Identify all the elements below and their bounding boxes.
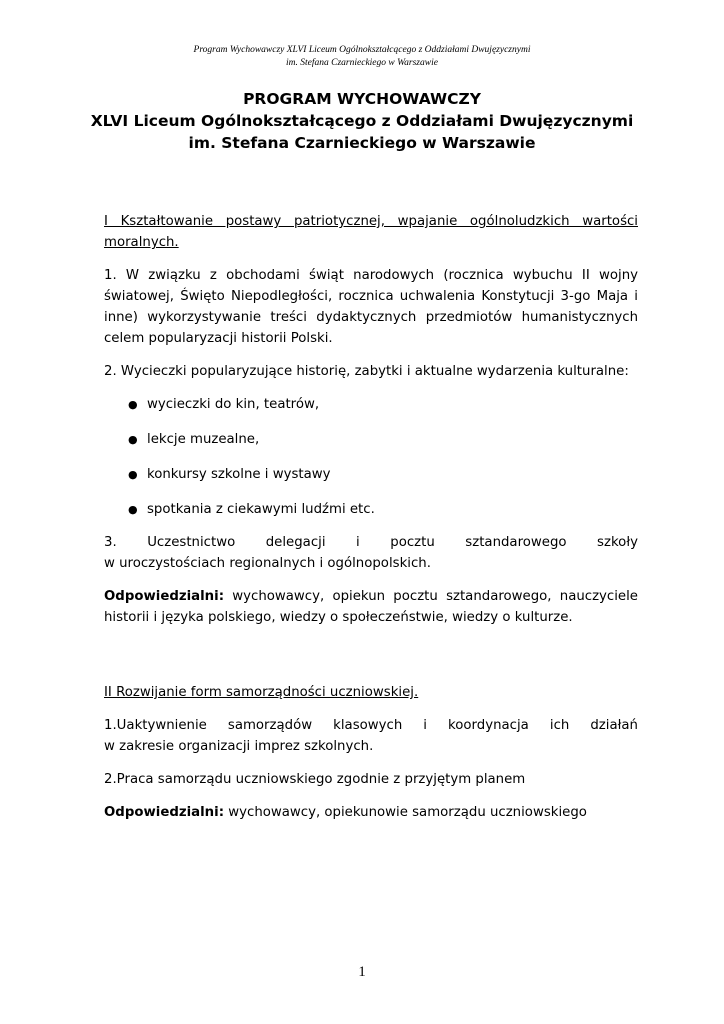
section2-item2: 2.Praca samorządu uczniowskiego zgodnie z przyjętym planem [104, 772, 526, 787]
responsible-label: Odpowiedzialni: [104, 589, 225, 604]
section2-heading [104, 682, 638, 703]
list-item-text: wycieczki do kin, teatrów, [147, 397, 320, 412]
section2-responsible [104, 802, 638, 823]
section1-item3-line1 [104, 532, 638, 553]
word: Uczestnictwo [147, 535, 236, 550]
word: i [423, 718, 427, 733]
list-item [104, 394, 638, 415]
title-line3: im. Stefana Czarnieckiego w Warszawie [188, 134, 536, 152]
list-item [104, 499, 638, 520]
section1-responsible [104, 586, 638, 628]
word: 1.Uaktywnienie [104, 718, 207, 733]
section1-item3-line2: w uroczystościach regionalnych i ogólnopolskich. [104, 556, 431, 571]
word: pocztu [390, 535, 435, 550]
word: klasowych [333, 718, 403, 733]
document-title [0, 88, 724, 154]
section2-heading-text: II Rozwijanie form samorządności uczniowskiej. [104, 685, 419, 700]
list-item-text: lekcje muzealne, [147, 432, 260, 447]
document-body [104, 211, 638, 823]
word: sztandarowego [465, 535, 567, 550]
section2-item1-line1 [104, 715, 638, 736]
list-item-text: konkursy szkolne i wystawy [147, 467, 331, 482]
running-header-line1: Program Wychowawczy XLVI Liceum Ogólnokształcącego z Oddziałami Dwujęzycznymi [193, 45, 531, 55]
word: szkoły [597, 535, 638, 550]
section1-item1: 1. W związku z obchodami świąt narodowych (rocznica wybuchu II wojny światowej, Święto Niepodległości, rocznica uchwalenia Konstytucji 3-go Maja i inne) wykorzystywanie treści dydaktycznych przedmiotów humanistycznych celem popularyzacji historii Polski. [104, 268, 638, 346]
section2-item1-line2: w zakresie organizacji imprez szkolnych. [104, 739, 374, 754]
title-line2: XLVI Liceum Ogólnokształcącego z Oddziałami Dwujęzycznymi [90, 112, 634, 130]
responsible-text: wychowawcy, opiekunowie samorządu uczniowskiego [224, 805, 587, 820]
section1-heading: I Kształtowanie postawy patriotycznej, wpajanie ogólnoludzkich wartości moralnych. [104, 214, 638, 250]
word: ich [549, 718, 570, 733]
word: koordynacja [448, 718, 529, 733]
word: samorządów [227, 718, 313, 733]
section1-item3 [104, 532, 638, 574]
section1-item2: 2. Wycieczki popularyzujące historię, zabytki i aktualne wydarzenia kulturalne: [104, 364, 629, 379]
word: delegacji [265, 535, 326, 550]
title-line1: PROGRAM WYCHOWAWCZY [243, 90, 481, 108]
word: działań [590, 718, 638, 733]
word: 3. [104, 535, 117, 550]
responsible-text: wychowawcy, opiekun pocztu sztandarowego, nauczyciele historii i języka polskiego, wiedzy o społeczeństwie, wiedzy o kulturze. [104, 589, 638, 625]
running-header-line2: im. Stefana Czarnieckiego w Warszawie [286, 58, 438, 68]
bullet-icon: ● [128, 433, 138, 446]
word: i [356, 535, 360, 550]
responsible-label: Odpowiedzialni: [104, 805, 225, 820]
running-header [0, 44, 724, 70]
section2-item1 [104, 715, 638, 757]
list-item [104, 464, 638, 485]
bullet-icon: ● [128, 468, 138, 481]
bullet-icon: ● [128, 503, 138, 516]
bullet-icon: ● [128, 398, 138, 411]
list-item [104, 429, 638, 450]
page-number: 1 [358, 964, 366, 980]
list-item-text: spotkania z ciekawymi ludźmi etc. [147, 502, 375, 517]
bullet-list [104, 394, 638, 520]
